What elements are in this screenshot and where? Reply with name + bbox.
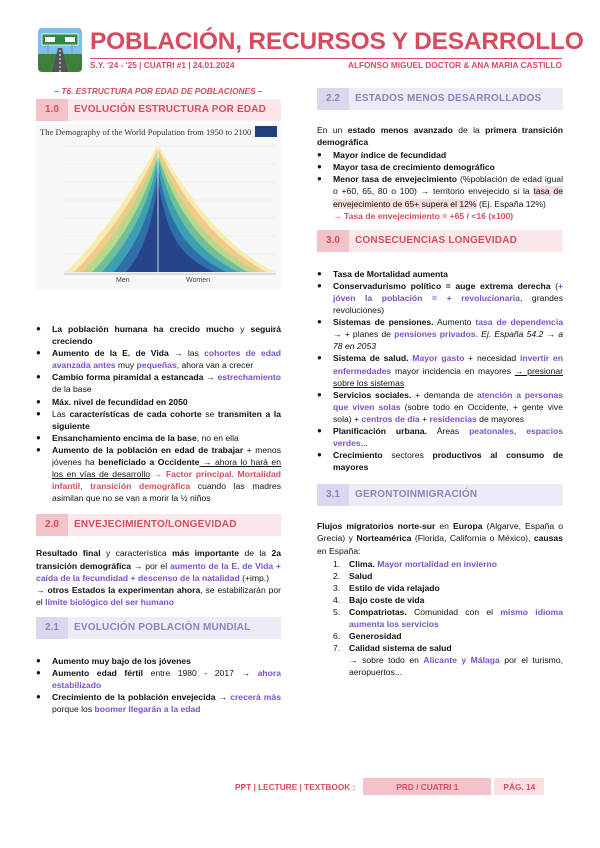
text-run: Aumento muy bajo de los jóvenes: [52, 655, 191, 666]
list-item: [36, 691, 281, 715]
list-item: [333, 594, 563, 606]
text-run: mayor incidencia en mayores: [391, 365, 515, 376]
s22-intro: [317, 124, 563, 148]
item-number: 6.: [333, 631, 341, 642]
text-run: Cambio forma piramidal a estancada: [52, 372, 204, 383]
item-number: 4.: [333, 594, 341, 605]
text-run: →: [215, 692, 231, 703]
text-run: → Tasa de envejecimiento = +65 / <16 (x100): [333, 210, 514, 221]
list-item: [36, 323, 282, 347]
text-run: Comunidad con el: [406, 607, 501, 617]
text-run: Sistemas de pensiones.: [333, 317, 434, 328]
text-run: (: [550, 280, 558, 291]
text-run: estado menos avanzado: [347, 125, 453, 135]
footer: [235, 778, 544, 795]
text-run: , se estabilizarán por el: [36, 584, 282, 607]
figure-title: The Demography of the World Population from 1950 to 2100: [40, 127, 252, 137]
bullet-icon: ●: [317, 353, 322, 363]
text-run: → + planes de: [333, 329, 395, 340]
s31-intro: [317, 520, 563, 556]
men-label: Men: [116, 277, 130, 284]
text-run: pensiones privados.: [394, 329, 478, 340]
text-run: (%población de edad igual o +60, 65, 80 o 100) → territorio envejecido si la: [333, 174, 563, 197]
text-run: + menos jóvenes ha: [52, 444, 281, 468]
item-number: 2.: [333, 570, 341, 581]
text-run: tasa de envejecimiento de 65+ supera el 12%: [333, 186, 563, 209]
text-run: (Ej. España 12%): [476, 198, 546, 209]
text-run: entre 1980 - 2017 →: [143, 667, 258, 678]
section-2-2-header: 2.2 ESTADOS MENOS DESARROLLADOS: [317, 88, 563, 110]
text-run: y característica: [100, 548, 173, 559]
text-run: de la base: [52, 384, 92, 395]
text-run: Mayor tasa de crecimiento demográfico: [333, 162, 495, 173]
bullet-icon: ●: [317, 174, 322, 184]
list-item: [36, 667, 281, 691]
topic-label: – T6. ESTRUCTURA POR EDAD DE POBLACIONES –: [54, 86, 263, 96]
list-item: [333, 606, 563, 630]
item-number: 5.: [333, 607, 341, 617]
text-run: La población humana ha crecido mucho: [52, 324, 235, 334]
text-run: Servicios sociales.: [333, 389, 412, 400]
bullet-icon: ●: [317, 425, 322, 435]
text-run: residencias: [429, 413, 477, 424]
text-run: → Factor principal. Mortalidad infantil: [52, 469, 281, 492]
text-run: muy: [115, 360, 137, 371]
population-pyramid-figure: [36, 124, 281, 289]
text-run: estrechamiento: [217, 372, 281, 383]
text-run: ,: [80, 481, 91, 492]
section-3-1-header: 3.1 GERONTOINMIGRACIÓN: [317, 484, 563, 506]
text-run: Aumento: [433, 317, 476, 328]
list-item: [36, 444, 281, 504]
text-run: de mayores: [476, 413, 525, 424]
list-item: [317, 352, 563, 388]
text-run: + jóven la población = + revolucionaria: [333, 280, 564, 303]
text-run: Mayor gasto: [412, 353, 465, 364]
text-run: en España:: [317, 545, 361, 556]
bullet-icon: ●: [317, 280, 322, 290]
item-number: 7.: [333, 643, 341, 654]
course-meta: S.Y. '24 - '25 | CUATRI #1 | 24.01.2024: [90, 60, 235, 70]
text-run: seguirá creciendo: [52, 324, 282, 347]
bullet-icon: ●: [36, 667, 41, 677]
s31-list: [333, 558, 563, 679]
authors: ALFONSO MIGUEL DOCTOR & ANA MARIA CASTILLO: [347, 60, 562, 70]
text-run: Tasa de Mortalidad aumenta: [333, 268, 448, 279]
list-item: [36, 432, 281, 444]
bullet-icon: ●: [317, 450, 322, 460]
text-run: Máx. nivel de fecundidad en 2050: [52, 396, 188, 407]
text-run: transmiten a la siguiente: [52, 408, 282, 431]
text-run: Clima.: [349, 558, 375, 569]
text-run: ...: [360, 438, 368, 449]
bullet-icon: ●: [36, 396, 41, 406]
text-run: →: [203, 372, 218, 383]
text-run: en: [435, 521, 453, 532]
text-run: (Algarve, España o Grecia) y: [317, 521, 563, 544]
text-run: y: [234, 324, 251, 334]
text-run: beneficiado a Occidente: [98, 457, 200, 468]
text-run: Ej. España 54.2 → a 78 en 2053: [333, 329, 563, 352]
text-run: → presionar sobre los sistemas: [333, 365, 563, 388]
bullet-icon: ●: [36, 692, 41, 702]
text-run: → por el: [130, 560, 170, 571]
bullet-icon: ●: [317, 268, 322, 278]
list-item: [333, 570, 563, 582]
list-item: [36, 396, 281, 408]
text-run: Áreas: [426, 425, 470, 436]
s21-list: [36, 655, 281, 715]
list-item: [317, 268, 563, 280]
text-run: boomer llegarán a la edad: [94, 704, 201, 715]
text-run: mismo idioma aumenta los servicios: [349, 607, 564, 630]
logo-icon: [38, 28, 82, 72]
text-run: Generosidad: [349, 631, 402, 642]
text-run: , ahora van a crecer: [176, 360, 254, 371]
list-item: [317, 280, 564, 316]
bullet-icon: ●: [36, 408, 41, 418]
list-item: [317, 425, 563, 449]
list-item: [333, 582, 563, 594]
text-run: características de cada cohorte: [69, 408, 202, 419]
list-item: [317, 173, 563, 221]
text-run: Estilo de vida relajado: [349, 582, 440, 593]
text-run: más importante: [172, 548, 240, 559]
section-1-0-header: 1.0 EVOLUCIÓN ESTRUCTURA POR EDAD: [36, 99, 281, 121]
page-title: POBLACIÓN, RECURSOS Y DESARROLLO: [90, 28, 584, 55]
text-run: , grandes revoluciones): [333, 292, 563, 316]
bullet-icon: ●: [36, 348, 41, 358]
text-run: Planificación urbana.: [333, 425, 427, 436]
text-run: (Florida, California o México),: [411, 533, 534, 544]
text-run: Mayor mortalidad en invierno: [377, 558, 498, 569]
text-run: primera transición demográfica: [317, 125, 563, 148]
list-item: [317, 316, 563, 352]
list-item: [317, 389, 564, 425]
text-run: por el turismo, aeropuertos...: [349, 655, 563, 678]
text-run: Conservadurismo político = auge extrema derecha: [333, 280, 551, 291]
list-item: [333, 630, 563, 642]
section-2-1-header: 2.1 EVOLUCIÓN POBLACIÓN MUNDIAL: [36, 617, 281, 639]
list-item: [317, 449, 563, 473]
s22-list: [317, 149, 563, 222]
pyramid-chart: [36, 124, 281, 289]
text-run: otros Estados la experimentan ahora: [47, 584, 201, 595]
item-number: 3.: [333, 582, 341, 593]
text-run: pequeñas: [136, 360, 177, 371]
text-run: tasa de dependencia: [475, 317, 563, 328]
text-run: Menor tasa de envejecimiento: [333, 174, 457, 185]
text-run: (+imp.): [239, 572, 270, 583]
text-run: Flujos migratorios norte-sur: [317, 521, 436, 532]
text-run: productivos al consumo de mayores: [333, 450, 563, 473]
page-number: PÁG. 14: [494, 778, 544, 795]
text-run: de la: [452, 125, 486, 135]
bullet-icon: ●: [36, 444, 41, 454]
text-run: cohortes de edad avanzada antes: [52, 348, 282, 371]
text-run: Aumento de la E. de Vida: [52, 348, 169, 359]
section-3-0-header: 3.0 CONSECUENCIAS LONGEVIDAD: [317, 230, 563, 252]
women-label: Women: [186, 277, 210, 284]
text-run: ahora estabilizado: [52, 667, 281, 691]
text-run: sectores: [382, 450, 433, 461]
s10-list: [36, 323, 282, 504]
text-run: Crecimiento de la población envejecida: [52, 692, 216, 703]
text-run: cuando las madres asimilan que no se van a morir la ½ niños: [52, 481, 281, 504]
list-item: [36, 655, 281, 667]
text-run: peatonales, espacios verdes: [333, 425, 563, 449]
text-run: límite biológico del ser humano: [45, 596, 175, 607]
list-item: [36, 347, 282, 371]
text-run: Aumento de la población en edad de trabajar: [52, 444, 244, 455]
text-run: causas: [533, 533, 563, 544]
subtitle-bar: [90, 58, 562, 71]
footer-sources: PPT | LECTURE | TEXTBOOK :: [235, 781, 356, 792]
text-run: →: [36, 584, 48, 595]
text-run: → las: [168, 348, 205, 359]
text-run: transición demográfica: [90, 481, 191, 492]
s30-list: [317, 268, 564, 474]
list-item: [36, 408, 282, 432]
list-item: [317, 149, 563, 161]
text-run: Europa: [452, 521, 483, 532]
text-run: porque los: [52, 704, 95, 715]
list-item: [333, 642, 563, 678]
bullet-icon: ●: [317, 162, 322, 172]
text-run: + necesidad: [464, 353, 521, 364]
text-run: crecerá más: [230, 692, 281, 703]
bullet-icon: ●: [36, 655, 41, 665]
list-item: [317, 161, 563, 173]
text-run: atención a personas que viven solas: [333, 389, 564, 412]
text-run: Mayor índice de fecundidad: [333, 150, 447, 161]
bullet-icon: ●: [36, 432, 41, 442]
s20-text: [36, 547, 281, 607]
text-run: +: [419, 413, 430, 424]
text-run: + demanda de: [411, 389, 478, 400]
text-run: Ensanchamiento encima de la base: [52, 432, 197, 443]
text-run: En un: [317, 125, 348, 135]
text-run: , no en ella: [196, 432, 239, 443]
text-run: Norteamérica: [356, 533, 412, 544]
text-run: Compatriotas.: [349, 607, 407, 617]
text-run: 2a transición demográfica: [36, 548, 281, 571]
list-item: [36, 371, 281, 395]
bullet-icon: ●: [36, 372, 41, 382]
bullet-icon: ●: [36, 324, 41, 333]
bullet-icon: ●: [317, 389, 322, 399]
list-item: [333, 558, 563, 570]
bullet-icon: ●: [317, 317, 322, 327]
text-run: → ahora lo hará en los en vías de desarrollo: [52, 457, 281, 480]
item-number: 1.: [333, 558, 341, 569]
text-run: invertir en enfermedades: [333, 353, 563, 376]
footer-course: PRD / CUATRI 1: [363, 778, 491, 795]
text-run: Bajo coste de vida: [349, 594, 425, 605]
text-run: (sobre todo en Occidente, + gente vive sola) +: [333, 401, 563, 424]
text-run: Resultado final: [36, 548, 101, 559]
text-run: Crecimiento: [333, 450, 383, 461]
text-run: Sistema de salud.: [333, 353, 409, 364]
bullet-icon: ●: [317, 150, 322, 160]
text-run: aumento de la E. de Vida + caída de la fecundidad + descenso de la natalidad: [36, 560, 281, 583]
text-run: Aumento edad fértil: [52, 667, 144, 678]
text-run: Las: [52, 408, 70, 419]
text-run: de la: [239, 548, 272, 559]
text-run: Salud: [349, 570, 373, 581]
text-run: centros de día: [361, 413, 420, 424]
section-2-0-header: 2.0 ENVEJECIMIENTO/LONGEVIDAD: [36, 514, 281, 536]
text-run: Alicante y Málaga: [423, 655, 500, 666]
text-run: → sobre todo en: [349, 655, 424, 666]
text-run: Calidad sistema de salud: [349, 643, 452, 654]
text-run: se: [201, 408, 218, 419]
